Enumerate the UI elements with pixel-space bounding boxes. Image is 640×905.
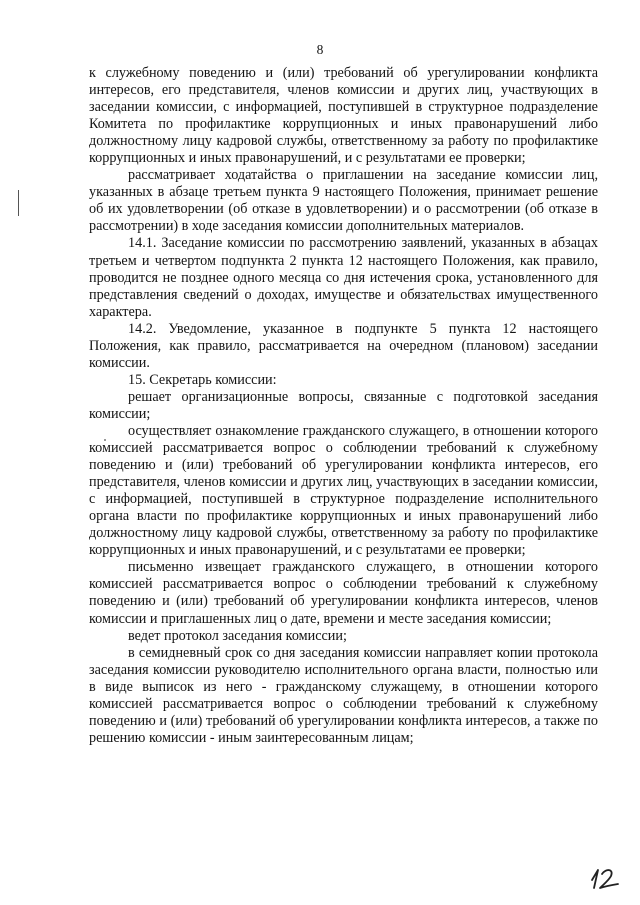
handwritten-page-number [588, 866, 622, 890]
section-heading: 15. Секретарь комиссии: [128, 371, 277, 388]
paragraph: рассматривает ходатайства о приглашении на заседание комиссии лиц, указанных в абзаце третьем пункта 9 настоящего Положения, принимает решение об их удовлетворении (об отказе в удовлетворении) и о рассмотрении (об отказе в рассмотрении) в ходе заседания комиссии дополнительных материалов. [89, 167, 598, 235]
paragraph: ведет протокол заседания комиссии; [128, 627, 347, 644]
paragraph: решает организационные вопросы, связанные с подготовкой заседания комиссии; [89, 388, 598, 422]
paragraph: 14.2. Уведомление, указанное в подпункте 5 пункта 12 настоящего Положения, как правило, рассматривается на очередном (плановом) заседании комиссии. [89, 320, 598, 371]
paragraph: 14.1. Заседание комиссии по рассмотрению заявлений, указанных в абзацах третьем и четвертом подпункта 2 пункта 12 настоящего Положения, как правило, проводится не позднее одного месяца со дня истечения срока, установленного для представления сведений о доходах, имуществе и обязательствах имущественного характера. [89, 235, 598, 320]
paragraph: письменно извещает гражданского служащего, в отношении которого комиссией рассматривается вопрос о соблюдении требований к служебному поведению и (или) требований об урегулировании конфликта интересов, членов комиссии и приглашенных лиц о дате, времени и месте заседания комиссии; [89, 559, 598, 627]
document-body [89, 65, 598, 747]
page-number: 8 [316, 42, 324, 57]
paragraph: в семидневный срок со дня заседания комиссии направляет копии протокола заседания комиссии руководителю исполнительного органа власти, полностью или в виде выписок из него - гражданскому служащему, в отношении которого комиссией рассматривается вопрос о соблюдении требований к служебному поведению и (или) требований об урегулировании конфликта интересов, а также по решению комиссии - иным заинтересованным лицам; [89, 644, 598, 746]
margin-scan-mark [18, 190, 19, 216]
paragraph: к служебному поведению и (или) требований об урегулировании конфликта интересов, его представителя, членов комиссии и других лиц, участвующих в заседании комиссии, с информацией, поступившей в структурное подразделение Комитета по профилактике коррупционных и иных правонарушений либо должностному лицу кадровой службы, ответственному за работу по профилактике коррупционных и иных правонарушений, и с результатами ее проверки; [89, 65, 598, 167]
paragraph: осуществляет ознакомление гражданского служащего, в отношении которого комиссией рассматривается вопрос о соблюдении требований к служебному поведению и (или) требований об урегулировании конфликта интересов, его представителя, членов комиссии и других лиц, участвующих в заседании комиссии, с информацией, поступившей в структурное подразделение исполнительного органа власти по профилактике коррупционных и иных правонарушений либо должностному лицу кадровой службы, ответственному за работу по профилактике коррупционных и иных правонарушений, и с результатами ее проверки; [89, 422, 598, 559]
